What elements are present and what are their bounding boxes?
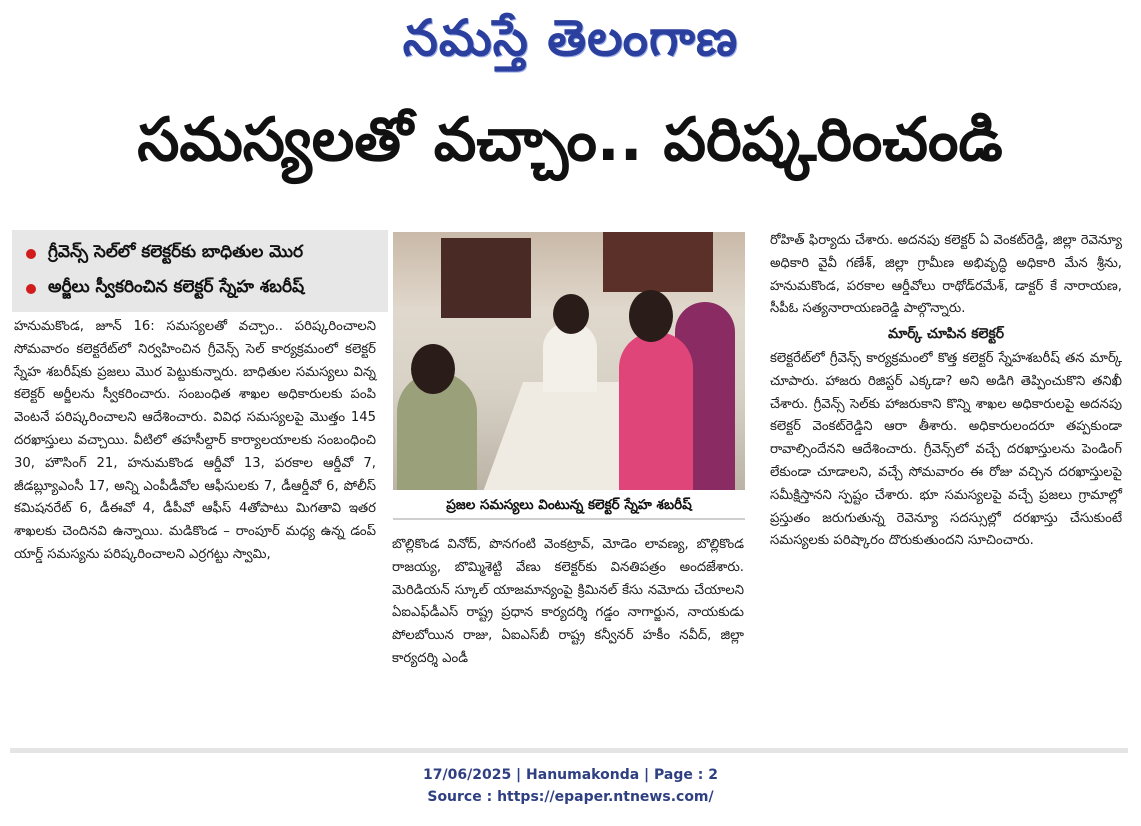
article-column-3 <box>770 230 1122 553</box>
body-paragraph: రోహిత్ ఫిర్యాదు చేశారు. అదనపు కలెక్టర్ ఏ వెంకట్‌రెడ్డి, జిల్లా రెవెన్యూ అధికారి వైవీ గణేశ్, జిల్లా గ్రామీణ అభివృద్ధి అధికారి మేన శ్రీను, హనుమకొండ, పరకాల ఆర్డీవోలు రాథోడ్‌రమేశ్, డాక్టర్ కే నారాయణ, సీపీఓ సత్యనారాయణరెడ్డి పాల్గొన్నారు. <box>770 233 1122 317</box>
article <box>10 228 1128 753</box>
bullet-dot-icon <box>26 284 36 294</box>
bullet-item <box>18 236 382 271</box>
photo-person <box>619 332 693 490</box>
bullet-item <box>18 271 382 306</box>
bullet-dot-icon <box>26 249 36 259</box>
photo-person-head <box>411 344 455 394</box>
headline: సమస్యలతో వచ్చాం.. పరిష్కరించండి <box>137 105 1003 175</box>
article-column-1 <box>14 316 376 567</box>
body-paragraph: హనుమకొండ, జూన్ 16: సమస్యలతో వచ్చాం.. పరిష్కరించాలని సోమవారం కలెక్టరేట్‌లో నిర్వహించిన గ్రీవెన్స్ సెల్ కార్యక్రమంలో కలెక్టర్ స్నేహ శబరీష్‌కు ప్రజలు మొర పెట్టుకున్నారు. బాధితుల సమస్యలు విన్న కలెక్టర్ అర్జీలను స్వీకరించారు. సంబంధిత శాఖల అధికారులకు పంపి వెంటనే పరిష్కరించాలని ఆదేశించారు. వివిధ సమస్యలపై మొత్తం 145 దరఖాస్తులు వచ్చాయి. వీటిలో తహసీల్దార్ కార్యాలయాలకు సంబంధించి 30, హౌసింగ్ 21, హనుమకొండ ఆర్డీవో 13, పరకాల ఆర్డీవో 7, జీడబ్ల్యూఎంసీ 17, అన్ని ఎంపీడీవోల ఆఫీసులకు 7, డీఆర్డీవో 6, పోలీస్ కమిషనరేట్ 6, డీఈవో 4, డీపీవో ఆఫీస్ 4తోపాటు మిగతావి ఇతర శాఖలకు చెందినవి ఉన్నాయి. మడికొండ – రాంపూర్ మధ్య ఉన్న డంప్ యార్డ్ సమస్యను పరిష్కరించాలని ఎర్రగట్టు స్వామి, <box>14 319 376 562</box>
bullet-text: అర్జీలు స్వీకరించిన కలెక్టర్ స్నేహ శబరీష్ <box>48 276 305 297</box>
photo-person-head <box>553 294 589 334</box>
subheading: మార్క్ చూపిన కలెక్టర్ <box>887 326 1005 343</box>
bullet-box <box>12 230 388 312</box>
newspaper-logo: నమస్తే తెలంగాణ <box>402 8 739 67</box>
footer-source: Source : https://epaper.ntnews.com/ <box>427 789 714 805</box>
bullet-text: గ్రీవెన్స్ సెల్‌లో కలెక్టర్‌కు బాధితుల మొర <box>48 241 304 262</box>
body-paragraph: బొల్లికొండ వినోద్, పొనగంటి వెంకట్రావ్, మోడెం లావణ్య, బొల్లికొండ రాజయ్య, బొమ్మిశెట్టి వేణు కలెక్టర్‌కు వినతిపత్రం అందజేశారు. మెరిడియన్ స్కూల్ యాజమాన్యంపై క్రిమినల్ కేసు నమోదు చేయాలని ఏఐఎఫ్‌డీఎస్ రాష్ట్ర ప్రధాన కార్యదర్శి గడ్డం నాగార్జున, నాయకుడు పోలబోయిన రాజు, ఏఐఎస్‌బీ రాష్ట్ర కన్వీనర్ హకీం నవీద్, జిల్లా కార్యదర్శి ఎండీ <box>392 537 744 666</box>
photo-caption: ప్రజల సమస్యలు వింటున్న కలెక్టర్ స్నేహ శబరీష్ <box>393 492 745 520</box>
article-photo <box>393 232 745 490</box>
body-paragraph: కలెక్టరేట్‌లో గ్రీవెన్స్ కార్యక్రమంలో కొత్త కలెక్టర్ స్నేహశబరీష్ తన మార్క్ చూపారు. హాజరు రిజిస్టర్ ఎక్కడా? అని అడిగి తెప్పించుకొని తనిఖీ చేశారు. గ్రీవెన్స్ సెల్‌కు హాజరుకాని కొన్ని శాఖల అధికారులపై అదనపు కలెక్టర్ వెంకట్‌రెడ్డిని ఆరా తీశారు. అధికారులందరూ తప్పకుండా రావాల్సిందేనని ఆదేశించారు. గ్రీవెన్స్‌లో వచ్చే దరఖాస్తులను పెండింగ్ లేకుండా చూడాలని, వచ్చే సోమవారం ఈ రోజు వచ్చిన దరఖాస్తులపై సమీక్షిస్తానని స్పష్టం చేశారు. భూ సమస్యలపై వచ్చే ప్రజలు గ్రామాల్లో ప్రస్తుతం జరుగుతున్న రెవెన్యూ సదస్సుల్లో దరఖాస్తు చేసుకుంటే సమస్యలకు పరిష్కారం దొరుకుతుందని సూచించారు. <box>770 350 1122 549</box>
page-footer <box>0 764 1141 808</box>
photo-curtain <box>441 238 531 318</box>
article-column-2 <box>392 534 744 671</box>
photo-person-head <box>629 290 673 342</box>
footer-dateline: 17/06/2025 | Hanumakonda | Page : 2 <box>423 767 718 783</box>
masthead <box>0 4 1141 84</box>
photo-curtain <box>603 232 713 292</box>
